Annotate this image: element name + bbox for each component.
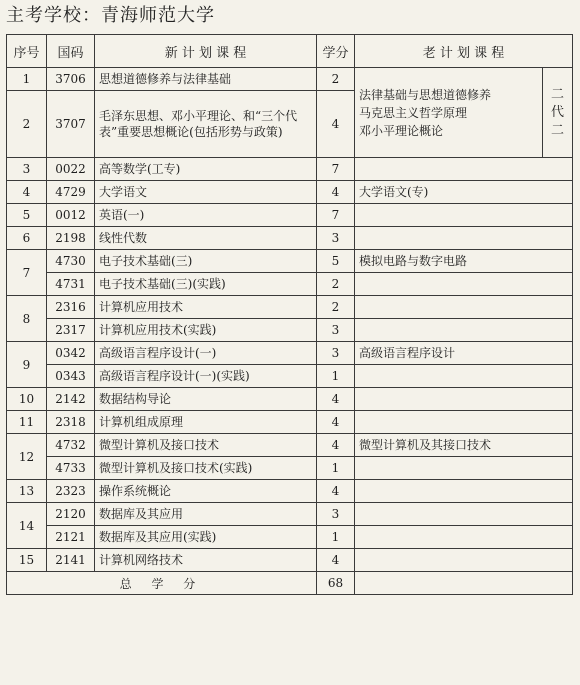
code-cell: 2318 [47,411,95,434]
seq-cell: 3 [7,158,47,181]
course-name-cell: 英语(一) [95,204,317,227]
seq-cell: 6 [7,227,47,250]
credit-cell: 4 [317,549,355,572]
side-char: 二 [550,86,564,102]
code-cell: 4731 [47,273,95,296]
old-course-cell [355,572,573,595]
header-seq: 序号 [7,35,47,68]
course-name-cell: 计算机应用技术 [95,296,317,319]
code-cell: 0342 [47,342,95,365]
old-course-cell [355,411,573,434]
credit-cell: 1 [317,365,355,388]
credit-cell: 3 [317,319,355,342]
credit-cell: 4 [317,181,355,204]
code-cell: 0343 [47,365,95,388]
old-course-cell: 模拟电路与数字电路 [355,250,573,273]
code-cell: 0012 [47,204,95,227]
credit-cell: 2 [317,68,355,91]
code-cell: 0022 [47,158,95,181]
side-char: 代 [550,104,564,120]
course-name-cell: 数据结构导论 [95,388,317,411]
old-course-cell [355,457,573,480]
header-code: 国码 [47,35,95,68]
credit-cell: 4 [317,480,355,503]
table-row [7,526,573,549]
table-row [7,158,573,181]
code-cell: 2142 [47,388,95,411]
seq-cell: 15 [7,549,47,572]
old-course-cell [355,526,573,549]
course-name-cell: 计算机组成原理 [95,411,317,434]
old-course-side-label [543,68,573,158]
table-row [7,434,573,457]
course-name-cell: 线性代数 [95,227,317,250]
old-course-cell [355,296,573,319]
old-course-item: 法律基础与思想道德修养 [359,87,492,102]
code-cell: 4730 [47,250,95,273]
course-name-cell: 大学语文 [95,181,317,204]
seq-cell: 12 [7,434,47,480]
seq-cell: 9 [7,342,47,388]
course-name-cell: 电子技术基础(三) [95,250,317,273]
header-credit: 学分 [317,35,355,68]
old-course-cell: 高级语言程序设计 [355,342,573,365]
course-name-cell: 高等数学(工专) [95,158,317,181]
code-cell: 3706 [47,68,95,91]
header-new-course: 新 计 划 课 程 [95,35,317,68]
old-course-cell [355,365,573,388]
table-row [7,549,573,572]
credit-cell: 7 [317,204,355,227]
code-cell: 2323 [47,480,95,503]
table-row [7,319,573,342]
code-cell: 2121 [47,526,95,549]
credit-cell: 1 [317,457,355,480]
table-row [7,480,573,503]
header-row [7,35,573,68]
course-table [6,34,573,595]
credit-cell: 2 [317,296,355,319]
course-name-cell: 微型计算机及接口技术 [95,434,317,457]
credit-cell: 7 [317,158,355,181]
course-name-cell: 计算机网络技术 [95,549,317,572]
seq-cell: 14 [7,503,47,549]
old-course-cell [355,273,573,296]
table-row [7,204,573,227]
course-name-cell: 电子技术基础(三)(实践) [95,273,317,296]
code-cell: 4729 [47,181,95,204]
side-char: 二 [550,122,564,138]
credit-cell: 4 [317,91,355,158]
course-name-cell: 微型计算机及接口技术(实践) [95,457,317,480]
old-course-cell: 大学语文(专) [355,181,573,204]
table-row [7,273,573,296]
table-row [7,388,573,411]
old-course-group [355,68,543,158]
credit-cell: 3 [317,227,355,250]
old-course-cell [355,388,573,411]
code-cell: 3707 [47,91,95,158]
code-cell: 2141 [47,549,95,572]
old-course-cell [355,319,573,342]
course-name-cell: 数据库及其应用 [95,503,317,526]
seq-cell: 11 [7,411,47,434]
old-course-cell: 微型计算机及其接口技术 [355,434,573,457]
course-name-cell: 思想道德修养与法律基础 [95,68,317,91]
table-row [7,227,573,250]
code-cell: 2317 [47,319,95,342]
seq-cell: 1 [7,68,47,91]
table-row [7,503,573,526]
credit-cell: 4 [317,411,355,434]
course-name-cell: 高级语言程序设计(一) [95,342,317,365]
table-row [7,181,573,204]
total-row [7,572,573,595]
credit-cell: 1 [317,526,355,549]
seq-cell: 2 [7,91,47,158]
page-heading: 主考学校：青海师范大学 [6,5,215,26]
seq-cell: 7 [7,250,47,296]
credit-cell: 2 [317,273,355,296]
table-row [7,457,573,480]
course-name-cell: 计算机应用技术(实践) [95,319,317,342]
old-course-cell [355,480,573,503]
code-cell: 4732 [47,434,95,457]
old-course-cell [355,227,573,250]
table-row [7,365,573,388]
seq-cell: 10 [7,388,47,411]
old-course-cell [355,158,573,181]
old-course-item: 马克思主义哲学原理 [359,105,468,120]
course-name-cell: 高级语言程序设计(一)(实践) [95,365,317,388]
credit-cell: 4 [317,434,355,457]
old-course-cell [355,503,573,526]
code-cell: 2198 [47,227,95,250]
total-credit-label: 总 学 分 [7,572,317,595]
course-name-cell: 数据库及其应用(实践) [95,526,317,549]
seq-cell: 13 [7,480,47,503]
seq-cell: 8 [7,296,47,342]
table-row [7,342,573,365]
credit-cell: 4 [317,388,355,411]
code-cell: 2316 [47,296,95,319]
code-cell: 2120 [47,503,95,526]
credit-cell: 3 [317,342,355,365]
table-row [7,68,573,91]
seq-cell: 4 [7,181,47,204]
course-name-cell: 操作系统概论 [95,480,317,503]
credit-cell: 3 [317,503,355,526]
old-course-cell [355,549,573,572]
seq-cell: 5 [7,204,47,227]
code-cell: 4733 [47,457,95,480]
table-row [7,250,573,273]
old-course-item: 邓小平理论概论 [359,123,444,138]
total-credit-value: 68 [317,572,355,595]
table-row [7,411,573,434]
course-name-cell: 毛泽东思想、邓小平理论、和“三个代表”重要思想概论(包括形势与政策) [95,91,317,158]
header-old-course: 老 计 划 课 程 [355,35,573,68]
table-row [7,296,573,319]
old-course-cell [355,204,573,227]
credit-cell: 5 [317,250,355,273]
